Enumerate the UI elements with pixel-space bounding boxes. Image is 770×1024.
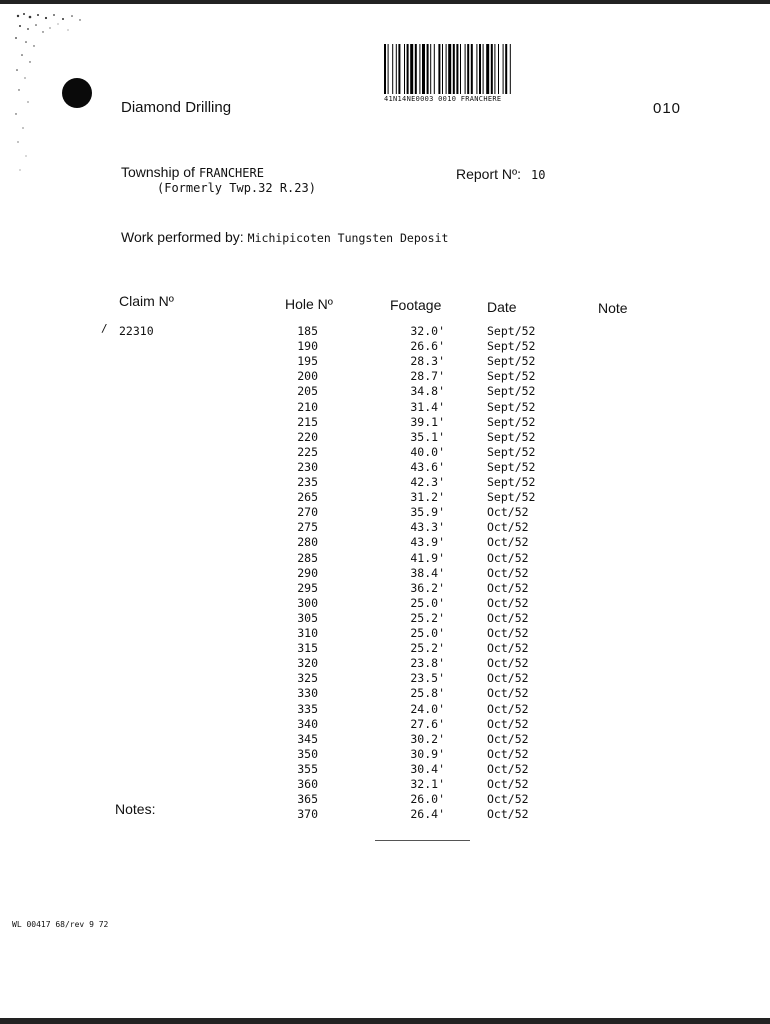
punch-hole [62, 78, 92, 108]
township-label: Township of [121, 164, 195, 180]
footage-value: 30.4' [410, 762, 445, 776]
footage-value: 36.2' [410, 581, 445, 595]
hole-number: 190 [297, 339, 318, 353]
report-number: 10 [531, 168, 546, 182]
work-value: Michipicoten Tungsten Deposit [247, 231, 449, 245]
column-header-note: Note [598, 300, 628, 316]
hole-number: 270 [297, 505, 318, 519]
document-title: Diamond Drilling [121, 99, 232, 116]
footage-value: 35.1' [410, 430, 445, 444]
hole-number: 230 [297, 460, 318, 474]
scan-border-top [0, 0, 770, 4]
hole-number: 235 [297, 475, 318, 489]
barcode [384, 44, 602, 94]
township-former: (Formerly Twp.32 R.23) [157, 181, 316, 195]
footage-value: 31.4' [410, 400, 445, 414]
footage-value: 27.6' [410, 717, 445, 731]
report-number-line [456, 166, 545, 184]
signature-line [375, 840, 470, 841]
hole-number: 195 [297, 354, 318, 368]
date-value: Sept/52 [487, 354, 536, 368]
date-value: Sept/52 [487, 324, 536, 338]
column-header-footage: Footage [390, 297, 442, 313]
date-value: Sept/52 [487, 490, 536, 504]
date-value: Oct/52 [487, 505, 529, 519]
date-value: Oct/52 [487, 641, 529, 655]
hole-number: 285 [297, 551, 318, 565]
date-value: Oct/52 [487, 535, 529, 549]
date-value: Sept/52 [487, 400, 536, 414]
date-value: Oct/52 [487, 702, 529, 716]
hole-number: 330 [297, 686, 318, 700]
footage-value: 30.2' [410, 732, 445, 746]
hole-number: 315 [297, 641, 318, 655]
date-value: Oct/52 [487, 596, 529, 610]
hole-number: 345 [297, 732, 318, 746]
footage-value: 32.1' [410, 777, 445, 791]
date-value: Sept/52 [487, 460, 536, 474]
date-value: Oct/52 [487, 626, 529, 640]
date-value: Oct/52 [487, 777, 529, 791]
hole-number: 320 [297, 656, 318, 670]
footage-value: 23.5' [410, 671, 445, 685]
hole-number: 305 [297, 611, 318, 625]
date-value: Oct/52 [487, 671, 529, 685]
date-value: Oct/52 [487, 520, 529, 534]
footage-value: 30.9' [410, 747, 445, 761]
notes-label: Notes: [115, 801, 156, 817]
hole-number: 225 [297, 445, 318, 459]
work-performed-line [121, 229, 448, 247]
hole-number: 205 [297, 384, 318, 398]
hole-number: 215 [297, 415, 318, 429]
date-value: Sept/52 [487, 384, 536, 398]
footage-value: 34.8' [410, 384, 445, 398]
date-value: Oct/52 [487, 732, 529, 746]
footage-value: 26.4' [410, 807, 445, 821]
footage-value: 25.0' [410, 626, 445, 640]
work-label: Work performed by: [121, 229, 244, 245]
date-value: Oct/52 [487, 656, 529, 670]
date-value: Sept/52 [487, 475, 536, 489]
footage-value: 43.3' [410, 520, 445, 534]
barcode-caption: 41N14NE0003 0010 FRANCHERE [384, 95, 502, 103]
footage-value: 41.9' [410, 551, 445, 565]
form-code: WL 00417 68/rev 9 72 [12, 920, 109, 929]
date-value: Oct/52 [487, 581, 529, 595]
date-value: Oct/52 [487, 686, 529, 700]
footage-value: 28.3' [410, 354, 445, 368]
footage-value: 28.7' [410, 369, 445, 383]
page-code: 010 [653, 100, 682, 117]
date-value: Sept/52 [487, 430, 536, 444]
date-value: Oct/52 [487, 611, 529, 625]
date-value: Sept/52 [487, 369, 536, 383]
footage-value: 25.0' [410, 596, 445, 610]
footage-value: 24.0' [410, 702, 445, 716]
hole-number: 350 [297, 747, 318, 761]
footage-value: 25.8' [410, 686, 445, 700]
hole-number: 355 [297, 762, 318, 776]
hole-number: 325 [297, 671, 318, 685]
footage-value: 39.1' [410, 415, 445, 429]
footage-value: 25.2' [410, 611, 445, 625]
hole-number: 365 [297, 792, 318, 806]
footage-value: 42.3' [410, 475, 445, 489]
hole-number: 295 [297, 581, 318, 595]
hole-number: 210 [297, 400, 318, 414]
footage-value: 26.0' [410, 792, 445, 806]
date-value: Sept/52 [487, 415, 536, 429]
hole-number: 335 [297, 702, 318, 716]
township-name: FRANCHERE [198, 166, 264, 180]
claim-number: 22310 [119, 324, 154, 338]
footage-value: 38.4' [410, 566, 445, 580]
footage-value: 40.0' [410, 445, 445, 459]
date-value: Sept/52 [487, 339, 536, 353]
hole-number: 265 [297, 490, 318, 504]
footage-value: 25.2' [410, 641, 445, 655]
scan-border-bottom [0, 1018, 770, 1024]
hole-number: 370 [297, 807, 318, 821]
hole-number: 360 [297, 777, 318, 791]
date-value: Oct/52 [487, 792, 529, 806]
footage-value: 32.0' [410, 324, 445, 338]
township-line [121, 164, 264, 182]
date-value: Oct/52 [487, 762, 529, 776]
footage-value: 43.9' [410, 535, 445, 549]
hole-number: 220 [297, 430, 318, 444]
date-value: Oct/52 [487, 747, 529, 761]
column-header-claim: Claim Nº [119, 293, 174, 309]
hole-number: 280 [297, 535, 318, 549]
date-value: Oct/52 [487, 717, 529, 731]
hole-number: 290 [297, 566, 318, 580]
footage-value: 43.6' [410, 460, 445, 474]
column-header-date: Date [487, 299, 517, 315]
hole-number: 300 [297, 596, 318, 610]
hole-number: 275 [297, 520, 318, 534]
footage-value: 35.9' [410, 505, 445, 519]
column-header-hole: Hole Nº [285, 296, 333, 312]
date-value: Oct/52 [487, 807, 529, 821]
date-value: Oct/52 [487, 566, 529, 580]
hole-number: 185 [297, 324, 318, 338]
hole-number: 310 [297, 626, 318, 640]
footage-value: 26.6' [410, 339, 445, 353]
tick-mark: / [101, 322, 108, 335]
footage-value: 23.8' [410, 656, 445, 670]
date-value: Sept/52 [487, 445, 536, 459]
date-value: Oct/52 [487, 551, 529, 565]
hole-number: 200 [297, 369, 318, 383]
hole-number: 340 [297, 717, 318, 731]
footage-value: 31.2' [410, 490, 445, 504]
report-label: Report Nº: [456, 166, 522, 182]
